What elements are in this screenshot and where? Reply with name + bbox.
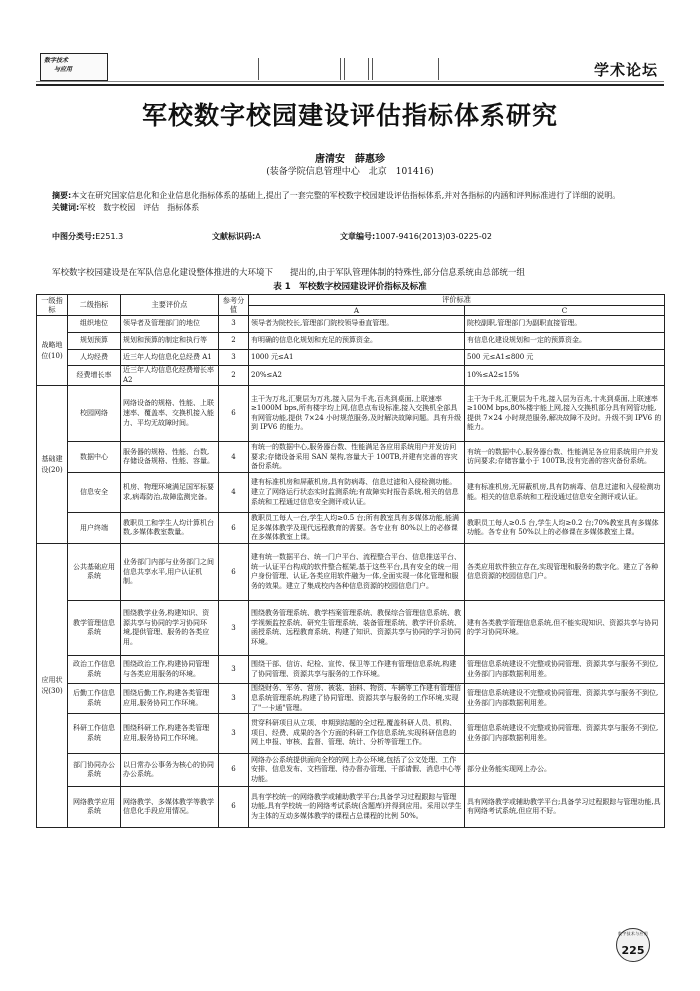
evaluation-points: 业务部门内部与业务部门之间信息共享水平,用户认证机制。 xyxy=(121,544,219,601)
level2-indicator: 信息安全 xyxy=(68,473,121,513)
grade-a-standard: 教职员工每人一台,学生人均≥0.5 台;所有教室具有多媒体功能,能满足多媒体教学及现代远程教育的需要。各专业有 80%以上的必修课在多媒体教室上课。 xyxy=(249,513,465,544)
grade-a-standard: 主干为万兆,汇聚层为万兆,接入层为千兆,百兆到桌面,上联速率≥1000M bps,所有楼宇均上网,信息点布设标准,接入交换机全部具有网管功能,提供 7×24 小时规范服务,及时解决故障问题。具有升级到 IPV6 的能力。 xyxy=(249,386,465,442)
weight-score: 3 xyxy=(219,350,249,366)
grade-a-standard: 建有统一数据平台、统一门户平台、流程整合平台、信息推送平台、统一认证平台构成的软件整合框架,基于这些平台,具有安全的统一用户身份管理、认证,各类应用软件融为一体,全面实现一体化管理和服务的效果。建立了集成校内各种信息资源的校园信息门户。 xyxy=(249,544,465,601)
grade-c-standard: 教职员工每人≥0.5 台,学生人均≥0.2 台;70%教室具有多媒体功能。各专业有 50%以上的必修课在多媒体教室上课。 xyxy=(465,513,665,544)
weight-score: 6 xyxy=(219,787,249,828)
table-row xyxy=(37,350,665,366)
level2-indicator: 人均经费 xyxy=(68,350,121,366)
page-badge-ring-text: 数字技术与应用 xyxy=(617,931,649,936)
journal-header xyxy=(36,50,664,86)
table-row xyxy=(37,787,665,828)
table-row xyxy=(37,513,665,544)
intro-paragraph: 军校数字校园建设是在军队信息化建设整体推进的大环境下 提出的,由于军队管理体制的特殊性,部分信息系统由总部统一组 xyxy=(52,268,525,278)
level2-indicator: 部门协同办公系统 xyxy=(68,754,121,787)
header-grade-a: A xyxy=(249,305,465,316)
evaluation-points: 网络设备的规格、性能、上联速率、覆盖率、交换机接入能力、平均无故障时间。 xyxy=(121,386,219,442)
grade-c-standard: 主干为千兆,汇聚层为千兆,接入层为百兆,十兆到桌面,上联速率≥100M bps,80%楼宇能上网,接入交换机部分具有网管功能,提供 7×24 小时规范服务,解决故障不及时。升级不到 IPV6 的能力。 xyxy=(465,386,665,442)
header-weight: 参考分值 xyxy=(219,295,249,316)
level1-indicator: 应用状况(30) xyxy=(37,544,68,828)
page-number-badge xyxy=(616,928,650,962)
table-row xyxy=(37,316,665,333)
grade-c-standard: 管理信息系统建设不完整或协同管理、资源共享与服务不到位,业务部门内部数据利用差。 xyxy=(465,684,665,714)
grade-a-standard: 围绕财务、军务、营房、被装、油料、物资、车辆等工作建有管理信息系统管理系统,构建了协同管理、资源共享与服务的工作环境,实现了"一卡通"管理。 xyxy=(249,684,465,714)
table-row xyxy=(37,601,665,656)
grade-c-standard: 500 元≤A1≤800 元 xyxy=(465,350,665,366)
level2-indicator: 政治工作信息系统 xyxy=(68,656,121,684)
evaluation-points: 围绕政治工作,构建协同管理与各类应用服务的环境。 xyxy=(121,656,219,684)
journal-logo-line2: 与应用 xyxy=(54,66,73,73)
grade-a-standard: 围绕干部、信访、纪检、宣传、保卫等工作建有管理信息系统,构建了协同管理、资源共享与服务的工作环境。 xyxy=(249,656,465,684)
evaluation-table xyxy=(36,294,665,828)
table-row xyxy=(37,714,665,754)
table-row xyxy=(37,544,665,601)
table-row xyxy=(37,656,665,684)
table-caption: 表 1 军校数字校园建设评价指标及标准 xyxy=(273,282,427,292)
grade-c-standard: 院校副职,管理部门为副职直接管理。 xyxy=(465,316,665,333)
level2-indicator: 数据中心 xyxy=(68,442,121,473)
authors: 唐清安 薛惠珍 xyxy=(315,154,385,165)
table-row xyxy=(37,366,665,386)
abstract-label: 摘要: xyxy=(52,191,72,200)
abstract-text: 本文在研究国家信息化和企业信息化指标体系的基础上,提出了一套完整的军校数字校园建设评估指标体系,并对各指标的内涵和评判标准进行了详细的说明。 xyxy=(71,191,621,200)
evaluation-points: 领导者及管理部门的地位 xyxy=(121,316,219,333)
grade-a-standard: 网络办公系统提供面向全校的网上办公环境,包括了公文处理、工作安排、信息发布、文档管理、待办督办管理、干部请假、消息中心等功能。 xyxy=(249,754,465,787)
header-rule-thin xyxy=(36,81,664,82)
weight-score: 2 xyxy=(219,333,249,350)
doc-code-label: 文献标识码: xyxy=(212,232,256,241)
evaluation-points: 围绕后勤工作,构建各类管理应用,服务协同工作环境。 xyxy=(121,684,219,714)
table-row xyxy=(37,754,665,787)
grade-a-standard: 围绕教务管理系统、教学档案管理系统、教保综合管理信息系统、教学视频监控系统、研究生管理系统、装备管理系统、教学评价系统、函授系统、远程教育系统、构建了知识、资源共享与协同的学习协同环境。 xyxy=(249,601,465,656)
weight-score: 6 xyxy=(219,386,249,442)
grade-a-standard: 有明确的信息化规划和充足的预算资金。 xyxy=(249,333,465,350)
header-level1: 一级指标 xyxy=(37,295,68,316)
weight-score: 3 xyxy=(219,601,249,656)
weight-score: 3 xyxy=(219,714,249,754)
grade-c-standard: 管理信息系统建设不完整或协同管理、资源共享与服务不到位,业务部门内部数据利用差。 xyxy=(465,714,665,754)
keywords-label: 关键词: xyxy=(52,203,80,212)
article-no-field xyxy=(340,231,492,242)
level2-indicator: 用户终端 xyxy=(68,513,121,544)
journal-logo xyxy=(40,53,108,81)
grade-c-standard: 建有标准机房,无屏蔽机房,具有防病毒、信息过滤和入侵检测功能。相关的信息系统和工程没通过信息安全测评或认证。 xyxy=(465,473,665,513)
evaluation-points: 网络教学、多媒体教学等教学信息化手段应用情况。 xyxy=(121,787,219,828)
grade-c-standard: 10%≤A2≤15% xyxy=(465,366,665,386)
level2-indicator: 组织地位 xyxy=(68,316,121,333)
grade-a-standard: 有统一的数据中心,服务器台数、性能满足各应用系统用户并发访问要求;存储设备采用 SAN 架构,容量大于 100TB,并建有完善的容灾备份系统。 xyxy=(249,442,465,473)
evaluation-points: 近三年人均信息化总经费 A1 xyxy=(121,350,219,366)
grade-a-standard: 20%≤A2 xyxy=(249,366,465,386)
grade-a-standard: 贯穿科研项目从立项、申期到结题的全过程,覆盖科研人员、机构、项目、经费、成果的各个方面的科研工作信息系统,实现科研信息的网上申报、审核、监督、管理、统计、分析等管理工作。 xyxy=(249,714,465,754)
weight-score: 6 xyxy=(219,513,249,544)
level1-indicator: 基础建设(20) xyxy=(37,386,68,544)
table-row xyxy=(37,473,665,513)
clc-label: 中图分类号: xyxy=(52,232,96,241)
article-no-value: 1007-9416(2013)03-0225-02 xyxy=(375,232,492,241)
table-row xyxy=(37,386,665,442)
keywords: 军校 数字校园 评估 指标体系 xyxy=(79,203,200,212)
level2-indicator: 教学管理信息系统 xyxy=(68,601,121,656)
evaluation-points: 围绕教学业务,构建知识、资源共享与协同的学习协同环境,提供管理、服务的各类应用。 xyxy=(121,601,219,656)
weight-score: 4 xyxy=(219,473,249,513)
evaluation-points: 教职员工和学生人均计算机台数,多媒体教室数量。 xyxy=(121,513,219,544)
doc-code-value: A xyxy=(255,232,261,241)
doc-code-field xyxy=(212,231,261,242)
level1-indicator: 战略地位(10) xyxy=(37,316,68,386)
article-no-label: 文章编号: xyxy=(340,232,376,241)
weight-score: 4 xyxy=(219,442,249,473)
abstract-block xyxy=(36,190,664,214)
weight-score: 6 xyxy=(219,544,249,601)
journal-logo-line1: 数字技术 xyxy=(44,57,69,64)
weight-score: 3 xyxy=(219,316,249,333)
level2-indicator: 后勤工作信息系统 xyxy=(68,684,121,714)
grade-c-standard: 各类应用软件独立存在,实现管理和服务的数字化。建立了各种信息资源的校园信息门户。 xyxy=(465,544,665,601)
weight-score: 2 xyxy=(219,366,249,386)
weight-score: 3 xyxy=(219,684,249,714)
grade-a-standard: 建有标准机房和屏蔽机房,具有防病毒、信息过滤和入侵检测功能。建立了网络运行状态实时监测系统;有故障实时报告系统,相关的信息系统和工程通过信息安全测评或认证。 xyxy=(249,473,465,513)
grade-c-standard: 建有各类教学管理信息系统,但不能实现知识、资源共享与协同的学习协同环境。 xyxy=(465,601,665,656)
header-points: 主要评价点 xyxy=(121,295,219,316)
header-rule xyxy=(36,84,664,86)
weight-score: 6 xyxy=(219,754,249,787)
level2-indicator: 规划预算 xyxy=(68,333,121,350)
evaluation-points: 围绕科研工作,构建各类管理应用,服务协同工作环境。 xyxy=(121,714,219,754)
level2-indicator: 公共基础应用系统 xyxy=(68,544,121,601)
page-number: 225 xyxy=(621,944,645,957)
table-body xyxy=(37,316,665,828)
evaluation-points: 服务器的规格、性能、台数,存储设备规格、性能、容量。 xyxy=(121,442,219,473)
level2-indicator: 网络教学应用系统 xyxy=(68,787,121,828)
table-row xyxy=(37,333,665,350)
grade-a-standard: 具有学校统一的网络教学或辅助教学平台;具备学习过程跟踪与管理功能,具有学校统一的网络考试系统(含题库)并得到应用。采用以学生为主体的互动多媒体教学的课程占总课程的比例 50%。 xyxy=(249,787,465,828)
table-row xyxy=(37,442,665,473)
grade-c-standard: 有信息化建设规划和一定的预算资金。 xyxy=(465,333,665,350)
clc-value: E251.3 xyxy=(95,232,124,241)
evaluation-points: 以日常办公事务为核心的协同办公系统。 xyxy=(121,754,219,787)
table-row xyxy=(37,684,665,714)
header-level2: 二级指标 xyxy=(68,295,121,316)
header-grade-c: C xyxy=(465,305,665,316)
level2-indicator: 校园网络 xyxy=(68,386,121,442)
grade-c-standard: 管理信息系统建设不完整或协同管理、资源共享与服务不到位,业务部门内部数据利用差。 xyxy=(465,656,665,684)
grade-c-standard: 具有网络教学或辅助教学平台;具备学习过程跟踪与管理功能,具有网络考试系统,但应用不好。 xyxy=(465,787,665,828)
article-title: 军校数字校园建设评估指标体系研究 xyxy=(141,101,558,130)
weight-score: 3 xyxy=(219,656,249,684)
evaluation-points: 机房、物理环境满足国军标要求,病毒防治,故障监测完备。 xyxy=(121,473,219,513)
grade-a-standard: 领导者为院校长,管理部门院校领导垂直管理。 xyxy=(249,316,465,333)
affiliation: (装备学院信息管理中心 北京 101416) xyxy=(266,167,434,177)
evaluation-points: 近三年人均信息化经费增长率 A2 xyxy=(121,366,219,386)
header-standard: 评价标准 xyxy=(249,295,665,306)
grade-a-standard: 1000 元≤A1 xyxy=(249,350,465,366)
level2-indicator: 经费增长率 xyxy=(68,366,121,386)
evaluation-points: 规划和预算的制定和执行等 xyxy=(121,333,219,350)
grade-c-standard: 部分业务能实现网上办公。 xyxy=(465,754,665,787)
clc-field xyxy=(52,231,123,242)
section-title: 学术论坛 xyxy=(593,61,658,79)
grade-c-standard: 有统一的数据中心,服务器台数、性能满足各应用系统用户并发访问要求;存储容量小于 100TB,没有完善的容灾备份系统。 xyxy=(465,442,665,473)
level2-indicator: 科研工作信息系统 xyxy=(68,714,121,754)
